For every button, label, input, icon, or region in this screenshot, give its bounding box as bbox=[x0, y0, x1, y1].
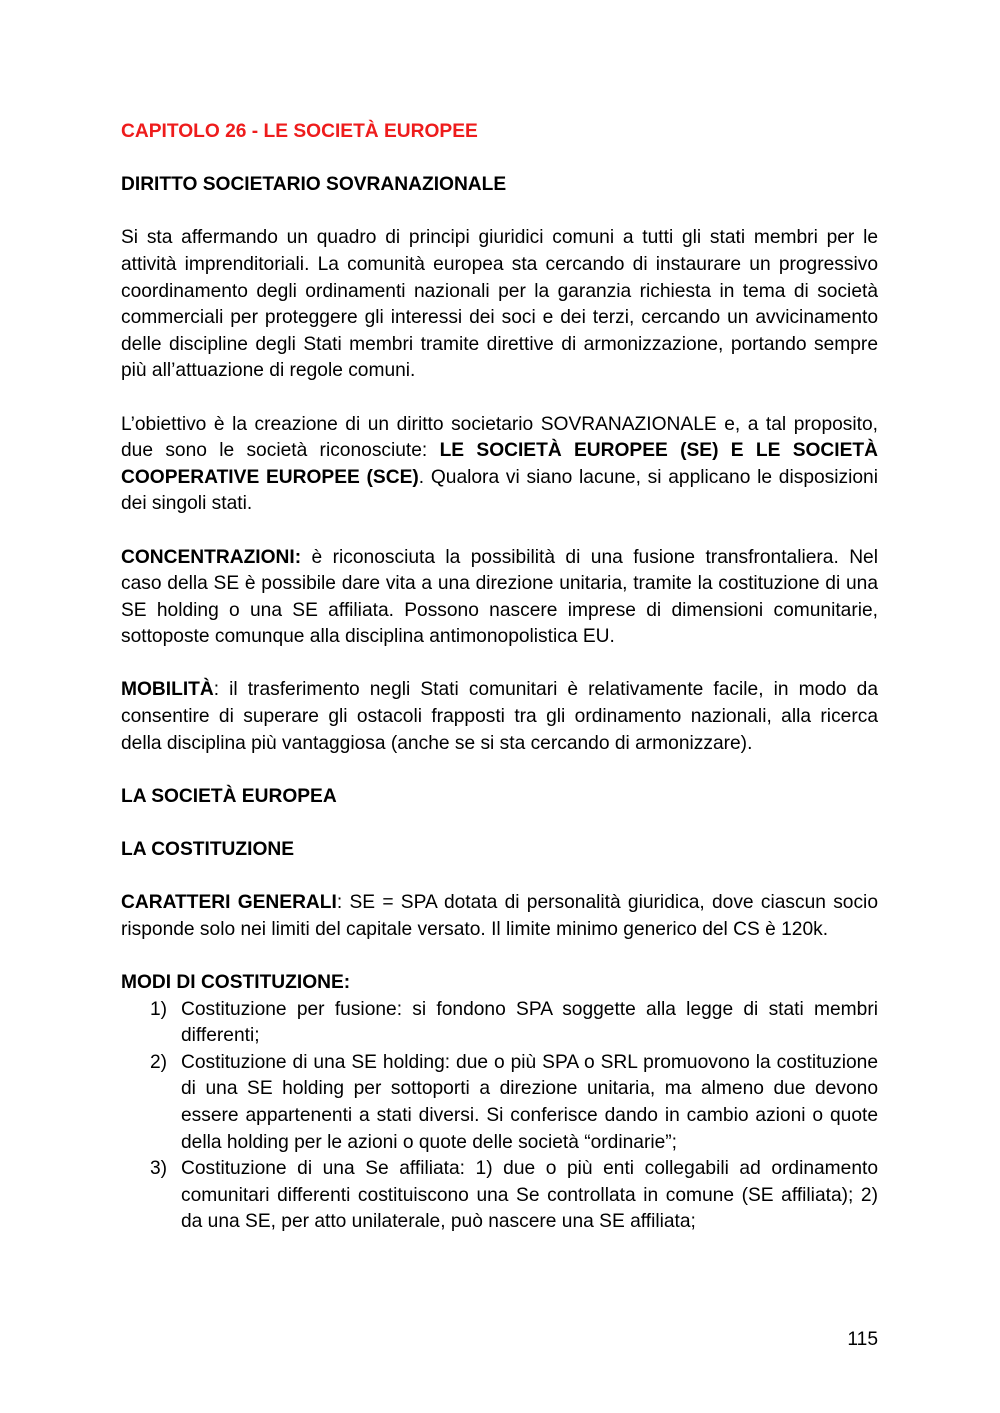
section-heading-diritto: DIRITTO SOCIETARIO SOVRANAZIONALE bbox=[121, 174, 507, 196]
spacer bbox=[121, 810, 878, 837]
list-item-text: Costituzione di una SE holding: due o più SPA o SRL promuovono la costituzione di una SE holding per sottoporti a direzione unitaria, ma almeno due devono essere appartenenti a stati diversi. Si conferisce dando in cambio azioni o quote della holding per le azioni o quote delle società “ordinarie”; bbox=[181, 1051, 878, 1153]
caratteri-label: CARATTERI GENERALI bbox=[121, 892, 337, 914]
list-item bbox=[121, 1050, 878, 1156]
modi-list bbox=[121, 997, 878, 1236]
list-item bbox=[121, 997, 878, 1050]
caratteri-text: : SE = SPA dotata di personalità giuridica, dove ciascun socio risponde solo nei limiti del capitale versato. Il limite minimo generico del CS è 120k. bbox=[121, 892, 878, 940]
list-item-text: Costituzione per fusione: si fondono SPA soggette alla legge di stati membri differenti; bbox=[181, 998, 878, 1047]
spacer bbox=[121, 757, 878, 784]
paragraph-obiettivo-bold: LE SOCIETÀ EUROPEE (SE) E LE SOCIETÀ COOPERATIVE EUROPEE (SCE) bbox=[121, 440, 878, 488]
list-item bbox=[121, 1156, 878, 1236]
paragraph-principi: Si sta affermando un quadro di principi giuridici comuni a tutti gli stati membri per le attività imprenditoriali. La comunità europea sta cercando di instaurare un progressivo coordinamento degli ordinamenti nazionali per la garanzia richiesta in tema di società commerciali per proteggere gli interessi dei soci e dei terzi, cercando un avvicinamento delle discipline degli Stati membri tramite direttive di armonizzazione, portando sempre più all’attuazione di regole comuni. bbox=[121, 227, 878, 382]
paragraph-obiettivo-start: L’obiettivo è la creazione di un diritto societario SOVRANAZIONALE e, a tal proposito, due sono le società riconosciute: bbox=[121, 413, 878, 462]
spacer bbox=[121, 518, 878, 545]
spacer bbox=[121, 864, 878, 891]
mobilita-label: MOBILITÀ bbox=[121, 679, 214, 701]
page-number: 115 bbox=[847, 1329, 878, 1350]
chapter-title: CAPITOLO 26 - LE SOCIETÀ EUROPEE bbox=[121, 121, 478, 142]
mobilita-text: : il trasferimento negli Stati comunitari è relativamente facile, in modo da consentire di superare gli ostacoli frapposti tra gli ordinamento nazionali, alla ricerca della disciplina più vantaggiosa (anche se si sta cercando di armonizzare). bbox=[121, 679, 878, 754]
list-item-number: 2) bbox=[150, 1051, 168, 1073]
paragraph-mobilita bbox=[121, 677, 878, 757]
section-heading-costituzione: LA COSTITUZIONE bbox=[121, 839, 295, 861]
paragraph-caratteri bbox=[121, 890, 878, 943]
spacer bbox=[121, 943, 878, 970]
list-item-number: 1) bbox=[150, 998, 168, 1020]
spacer bbox=[121, 651, 878, 678]
concentrazioni-text: è riconosciuta la possibilità di una fusione transfrontaliera. Nel caso della SE è possibile dare vita a una direzione unitaria, tramite la costituzione di una SE holding o una SE affiliata. Possono nascere imprese di dimensioni comunitarie, sottoposte comunque alla disciplina antimonopolistica EU. bbox=[121, 546, 878, 648]
paragraph-concentrazioni bbox=[121, 545, 878, 651]
document-page bbox=[121, 119, 878, 1236]
concentrazioni-label: CONCENTRAZIONI: bbox=[121, 546, 302, 568]
paragraph-obiettivo-end: . Qualora vi siano lacune, si applicano le disposizioni dei singoli stati. bbox=[121, 466, 878, 515]
modi-heading: MODI DI COSTITUZIONE: bbox=[121, 972, 351, 993]
spacer bbox=[121, 385, 878, 412]
paragraph-obiettivo bbox=[121, 412, 878, 518]
list-item-text: Costituzione di una Se affiliata: 1) due o più enti collegabili ad ordinamento comunitari differenti costituiscono una Se controllata in comune (SE affiliata); 2) da una SE, per atto unilaterale, può nascere una SE affiliata; bbox=[181, 1158, 878, 1233]
spacer bbox=[121, 199, 878, 226]
section-heading-societa-europea: LA SOCIETÀ EUROPEA bbox=[121, 785, 337, 807]
list-item-number: 3) bbox=[150, 1158, 168, 1180]
spacer bbox=[121, 146, 878, 173]
